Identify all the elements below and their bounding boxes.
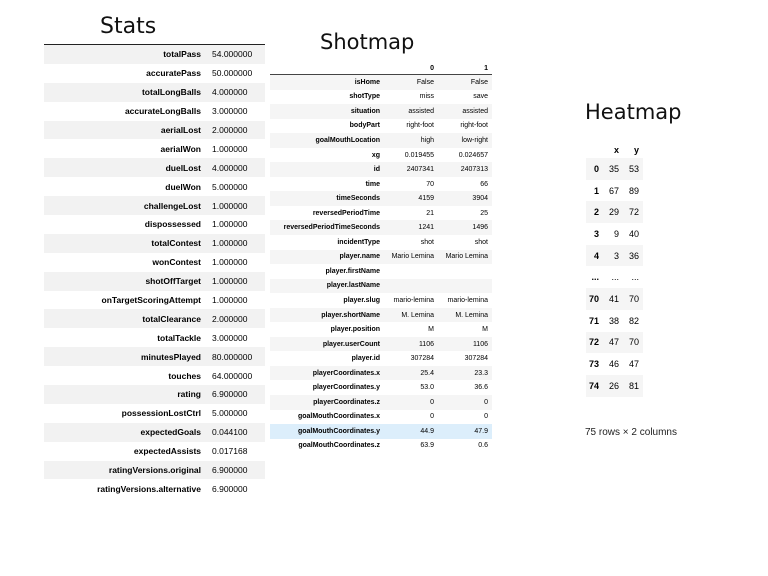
heatmap-row-label: 4 bbox=[586, 245, 603, 267]
stats-row-label: totalContest bbox=[44, 234, 206, 253]
heatmap-cell-value: 29 bbox=[603, 201, 623, 223]
shotmap-row-label: xg bbox=[371, 151, 380, 159]
shotmap-cell-value: 1106 bbox=[384, 337, 438, 352]
stats-cell-value: 3.000000 bbox=[212, 332, 248, 343]
heatmap-row bbox=[586, 158, 643, 180]
shotmap-cell-value: 1241 bbox=[384, 220, 438, 235]
heatmap-row-count: 75 rows × 2 columns bbox=[585, 427, 677, 438]
shotmap-cell-value: 4159 bbox=[384, 191, 438, 206]
shotmap-row bbox=[270, 220, 492, 235]
heatmap-header-y: y bbox=[633, 145, 639, 155]
stats-row-label: totalTackle bbox=[157, 332, 201, 343]
stats-cell-value: 0.017168 bbox=[212, 446, 248, 457]
stats-row-label: possessionLostCtrl bbox=[121, 408, 201, 419]
heatmap-cell-value: 89 bbox=[628, 185, 639, 196]
shotmap-cell-value: 0 bbox=[384, 395, 438, 410]
shotmap-cell-value: right-foot bbox=[460, 122, 488, 130]
heatmap-row bbox=[586, 353, 643, 375]
shotmap-cell-value: Mario Lemina bbox=[438, 250, 492, 265]
shotmap-row bbox=[270, 206, 492, 221]
heatmap-table bbox=[586, 142, 643, 397]
heatmap-cell-value: 26 bbox=[603, 375, 623, 397]
shotmap-cell-value: 0 bbox=[438, 395, 492, 410]
shotmap-cell-value: mario-lemina bbox=[447, 296, 488, 304]
shotmap-cell-value: 307284 bbox=[464, 355, 488, 363]
shotmap-cell-value: False bbox=[384, 75, 438, 90]
stats-row bbox=[44, 442, 265, 461]
shotmap-cell-value: 36.6 bbox=[474, 384, 488, 392]
stats-row-label: duelLost bbox=[44, 158, 206, 177]
shotmap-cell-value bbox=[384, 264, 438, 279]
stats-cell-value: 6.900000 bbox=[212, 483, 248, 494]
shotmap-cell-value: M. Lemina bbox=[438, 308, 492, 323]
stats-row bbox=[44, 291, 265, 310]
heatmap-cell-value: 40 bbox=[628, 228, 639, 239]
stats-cell-value: 0.044100 bbox=[206, 423, 265, 442]
shotmap-row bbox=[270, 308, 492, 323]
heatmap-cell-value: 82 bbox=[628, 315, 639, 326]
shotmap-row bbox=[270, 439, 492, 454]
shotmap-row bbox=[270, 133, 492, 148]
shotmap-cell-value: 0.019455 bbox=[404, 151, 434, 159]
shotmap-cell-value: 66 bbox=[480, 180, 488, 188]
stats-row bbox=[44, 404, 265, 423]
heatmap-row-label: 74 bbox=[586, 375, 603, 397]
heatmap-row bbox=[586, 310, 643, 332]
shotmap-row-label: goalMouthLocation bbox=[270, 133, 384, 148]
shotmap-cell-value: M. Lemina bbox=[384, 308, 438, 323]
shotmap-cell-value: 23.3 bbox=[438, 366, 492, 381]
shotmap-header-col-0: 0 bbox=[384, 62, 438, 75]
shotmap-row-label: playerCoordinates.x bbox=[270, 366, 384, 381]
shotmap-row bbox=[270, 75, 492, 90]
heatmap-row bbox=[586, 201, 643, 223]
stats-row-label: totalClearance bbox=[44, 309, 206, 328]
heatmap-header-row bbox=[586, 142, 643, 158]
shotmap-cell-value: M bbox=[428, 326, 434, 334]
shotmap-cell-value: 2407313 bbox=[438, 162, 492, 177]
shotmap-cell-value: miss bbox=[419, 93, 434, 101]
heatmap-row-label: 0 bbox=[586, 158, 603, 180]
shotmap-row-label: playerCoordinates.y bbox=[312, 384, 380, 392]
stats-row bbox=[44, 328, 265, 347]
shotmap-row bbox=[270, 148, 492, 163]
stats-cell-value: 1.000000 bbox=[212, 295, 248, 306]
stats-row-label: aerialLost bbox=[44, 121, 206, 140]
shotmap-row bbox=[270, 424, 492, 439]
shotmap-row-label: id bbox=[270, 162, 384, 177]
heatmap-header-index bbox=[586, 142, 603, 158]
stats-cell-value: 2.000000 bbox=[206, 309, 265, 328]
stats-cell-value: 80.000000 bbox=[206, 347, 265, 366]
stats-row-label: accurateLongBalls bbox=[124, 106, 201, 117]
heatmap-cell-value: 72 bbox=[623, 201, 643, 223]
stats-row bbox=[44, 83, 265, 102]
shotmap-row bbox=[270, 90, 492, 105]
stats-row-label: rating bbox=[44, 385, 206, 404]
heatmap-header-x: x bbox=[613, 145, 619, 155]
stats-row-label: totalLongBalls bbox=[44, 83, 206, 102]
shotmap-row bbox=[270, 177, 492, 192]
shotmap-cell-value: assisted bbox=[438, 104, 492, 119]
shotmap-row-label: player.firstName bbox=[325, 267, 380, 275]
shotmap-row bbox=[270, 264, 492, 279]
stats-row-label: dispossessed bbox=[144, 219, 201, 230]
shotmap-row-label: shotType bbox=[349, 93, 380, 101]
shotmap-row bbox=[270, 119, 492, 134]
stats-cell-value: 6.900000 bbox=[206, 461, 265, 480]
heatmap-cell-value: 9 bbox=[613, 228, 619, 239]
shotmap-cell-value bbox=[438, 279, 492, 294]
stats-row-label: challengeLost bbox=[44, 196, 206, 215]
shotmap-header-row bbox=[270, 62, 492, 75]
shotmap-table bbox=[270, 62, 492, 453]
shotmap-cell-value bbox=[438, 264, 492, 279]
shotmap-row-label: goalMouthCoordinates.x bbox=[297, 413, 380, 421]
stats-row bbox=[44, 423, 265, 442]
shotmap-row-label: reversedPeriodTimeSeconds bbox=[270, 220, 384, 235]
stats-row bbox=[44, 253, 265, 272]
shotmap-row-label: playerCoordinates.z bbox=[270, 395, 384, 410]
heatmap-row-label: 70 bbox=[586, 288, 603, 310]
stats-row bbox=[44, 347, 265, 366]
stats-row-label: onTargetScoringAttempt bbox=[101, 295, 201, 306]
stats-cell-value: 54.000000 bbox=[206, 45, 265, 64]
heatmap-cell-value: 67 bbox=[608, 185, 619, 196]
shotmap-cell-value: 70 bbox=[426, 180, 434, 188]
stats-row-label: wonContest bbox=[152, 257, 201, 268]
shotmap-row-label: time bbox=[365, 180, 380, 188]
stats-row bbox=[44, 461, 265, 480]
shotmap-header-col-1: 1 bbox=[438, 62, 492, 75]
heatmap-row bbox=[586, 223, 643, 245]
stats-cell-value: 1.000000 bbox=[206, 234, 265, 253]
heatmap-row-label: 72 bbox=[586, 332, 603, 354]
heatmap-cell-value: ... bbox=[631, 272, 639, 283]
shotmap-cell-value: shot bbox=[420, 238, 434, 246]
heatmap-cell-value: 36 bbox=[623, 245, 643, 267]
heatmap-title: Heatmap bbox=[585, 100, 682, 124]
shotmap-row-label: player.position bbox=[330, 326, 380, 334]
shotmap-row-label: player.lastName bbox=[270, 279, 384, 294]
shotmap-row-label: player.shortName bbox=[270, 308, 384, 323]
shotmap-cell-value: Mario Lemina bbox=[384, 250, 438, 265]
heatmap-cell-value: 47 bbox=[628, 359, 639, 370]
stats-row bbox=[44, 121, 265, 140]
stats-row bbox=[44, 272, 265, 291]
heatmap-cell-value: 46 bbox=[608, 359, 619, 370]
heatmap-cell-value: 53 bbox=[623, 158, 643, 180]
heatmap-row-label: ... bbox=[591, 272, 599, 283]
heatmap-cell-value: 70 bbox=[623, 288, 643, 310]
stats-cell-value: 1.000000 bbox=[212, 219, 248, 230]
shotmap-cell-value: 2407341 bbox=[384, 162, 438, 177]
shotmap-cell-value: mario-lemina bbox=[393, 296, 434, 304]
shotmap-title: Shotmap bbox=[320, 30, 415, 54]
heatmap-cell-value: 70 bbox=[623, 332, 643, 354]
stats-cell-value: 64.000000 bbox=[212, 370, 253, 381]
stats-row-label: shotOffTarget bbox=[44, 272, 206, 291]
shotmap-cell-value: False bbox=[438, 75, 492, 90]
heatmap-row-label: 3 bbox=[593, 228, 599, 239]
stats-row-label: ratingVersions.alternative bbox=[97, 483, 201, 494]
shotmap-cell-value: 53.0 bbox=[420, 384, 434, 392]
shotmap-cell-value: 21 bbox=[426, 209, 434, 217]
heatmap-row bbox=[586, 332, 643, 354]
shotmap-cell-value: 44.9 bbox=[384, 424, 438, 439]
shotmap-cell-value: high bbox=[384, 133, 438, 148]
shotmap-row-label: goalMouthCoordinates.y bbox=[270, 424, 384, 439]
shotmap-row-label: bodyPart bbox=[349, 122, 380, 130]
shotmap-cell-value: 47.9 bbox=[438, 424, 492, 439]
heatmap-row bbox=[586, 266, 643, 288]
shotmap-row bbox=[270, 322, 492, 337]
shotmap-cell-value bbox=[384, 279, 438, 294]
shotmap-cell-value: 25 bbox=[480, 209, 488, 217]
stats-row-label: aerialWon bbox=[160, 143, 201, 154]
shotmap-cell-value: right-foot bbox=[406, 122, 434, 130]
stats-cell-value: 1.000000 bbox=[206, 196, 265, 215]
shotmap-row bbox=[270, 250, 492, 265]
shotmap-cell-value: 1496 bbox=[438, 220, 492, 235]
stats-cell-value: 2.000000 bbox=[206, 121, 265, 140]
heatmap-cell-value: 35 bbox=[603, 158, 623, 180]
stats-row-label: accuratePass bbox=[146, 68, 201, 79]
shotmap-row bbox=[270, 395, 492, 410]
shotmap-row bbox=[270, 351, 492, 366]
shotmap-cell-value: save bbox=[473, 93, 488, 101]
shotmap-row-label: player.userCount bbox=[270, 337, 384, 352]
shotmap-row-label: situation bbox=[270, 104, 384, 119]
heatmap-row-label: 73 bbox=[588, 359, 599, 370]
stats-row bbox=[44, 366, 265, 385]
heatmap-cell-value: 81 bbox=[623, 375, 643, 397]
stats-row bbox=[44, 45, 265, 64]
stats-cell-value: 6.900000 bbox=[206, 385, 265, 404]
shotmap-row-label: player.slug bbox=[343, 296, 380, 304]
stats-row-label: totalPass bbox=[44, 45, 206, 64]
stats-row-label: expectedAssists bbox=[133, 446, 201, 457]
heatmap-row-label: 71 bbox=[588, 315, 599, 326]
shotmap-cell-value: assisted bbox=[384, 104, 438, 119]
shotmap-row bbox=[270, 410, 492, 425]
stats-title: Stats bbox=[100, 14, 157, 39]
shotmap-row bbox=[270, 366, 492, 381]
heatmap-row-label: 2 bbox=[586, 201, 603, 223]
stats-row bbox=[44, 64, 265, 83]
stats-table bbox=[44, 44, 265, 498]
stats-cell-value: 1.000000 bbox=[212, 143, 248, 154]
heatmap-cell-value: ... bbox=[611, 272, 619, 283]
shotmap-row-label: isHome bbox=[270, 75, 384, 90]
shotmap-row bbox=[270, 380, 492, 395]
stats-row-label: ratingVersions.original bbox=[44, 461, 206, 480]
heatmap-row bbox=[586, 245, 643, 267]
stats-row bbox=[44, 385, 265, 404]
shotmap-row-label: goalMouthCoordinates.z bbox=[298, 442, 380, 450]
stats-cell-value: 50.000000 bbox=[212, 68, 253, 79]
stats-row bbox=[44, 479, 265, 498]
stats-row bbox=[44, 139, 265, 158]
shotmap-row bbox=[270, 235, 492, 250]
stats-row bbox=[44, 177, 265, 196]
heatmap-cell-value: 41 bbox=[603, 288, 623, 310]
stats-row bbox=[44, 158, 265, 177]
shotmap-row-label: incidentType bbox=[337, 238, 380, 246]
shotmap-cell-value: 1106 bbox=[438, 337, 492, 352]
stats-row-label: minutesPlayed bbox=[44, 347, 206, 366]
shotmap-row bbox=[270, 337, 492, 352]
heatmap-cell-value: 38 bbox=[608, 315, 619, 326]
shotmap-cell-value: shot bbox=[474, 238, 488, 246]
shotmap-row-label: timeSeconds bbox=[270, 191, 384, 206]
heatmap-cell-value: 3 bbox=[603, 245, 623, 267]
stats-row bbox=[44, 215, 265, 234]
stats-row-label: duelWon bbox=[165, 181, 201, 192]
stats-row bbox=[44, 309, 265, 328]
shotmap-cell-value: 0.6 bbox=[478, 442, 488, 450]
stats-row-label: expectedGoals bbox=[44, 423, 206, 442]
shotmap-cell-value: 0 bbox=[430, 413, 434, 421]
stats-cell-value: 1.000000 bbox=[206, 272, 265, 291]
stats-cell-value: 4.000000 bbox=[206, 158, 265, 177]
shotmap-row-label: player.name bbox=[270, 250, 384, 265]
shotmap-cell-value: 0.024657 bbox=[458, 151, 488, 159]
shotmap-cell-value: 63.9 bbox=[420, 442, 434, 450]
shotmap-row bbox=[270, 162, 492, 177]
heatmap-row-label: 1 bbox=[593, 185, 599, 196]
heatmap-row bbox=[586, 288, 643, 310]
shotmap-row-label: reversedPeriodTime bbox=[312, 209, 380, 217]
stats-cell-value: 5.000000 bbox=[212, 181, 248, 192]
shotmap-cell-value: 0 bbox=[484, 413, 488, 421]
shotmap-row-label: player.id bbox=[351, 355, 380, 363]
shotmap-cell-value: 307284 bbox=[410, 355, 434, 363]
heatmap-row bbox=[586, 180, 643, 202]
stats-cell-value: 4.000000 bbox=[206, 83, 265, 102]
heatmap-cell-value: 47 bbox=[603, 332, 623, 354]
shotmap-cell-value: M bbox=[482, 326, 488, 334]
stats-row-label: touches bbox=[168, 370, 201, 381]
heatmap-row bbox=[586, 375, 643, 397]
stats-row bbox=[44, 102, 265, 121]
shotmap-cell-value: 3904 bbox=[438, 191, 492, 206]
stats-row bbox=[44, 234, 265, 253]
stats-cell-value: 3.000000 bbox=[212, 106, 248, 117]
shotmap-row bbox=[270, 293, 492, 308]
shotmap-cell-value: low-right bbox=[438, 133, 492, 148]
shotmap-row bbox=[270, 191, 492, 206]
stats-row bbox=[44, 196, 265, 215]
shotmap-cell-value: 25.4 bbox=[384, 366, 438, 381]
shotmap-row bbox=[270, 104, 492, 119]
stats-cell-value: 1.000000 bbox=[212, 257, 248, 268]
stats-cell-value: 5.000000 bbox=[212, 408, 248, 419]
shotmap-row bbox=[270, 279, 492, 294]
shotmap-header-index bbox=[270, 62, 384, 75]
